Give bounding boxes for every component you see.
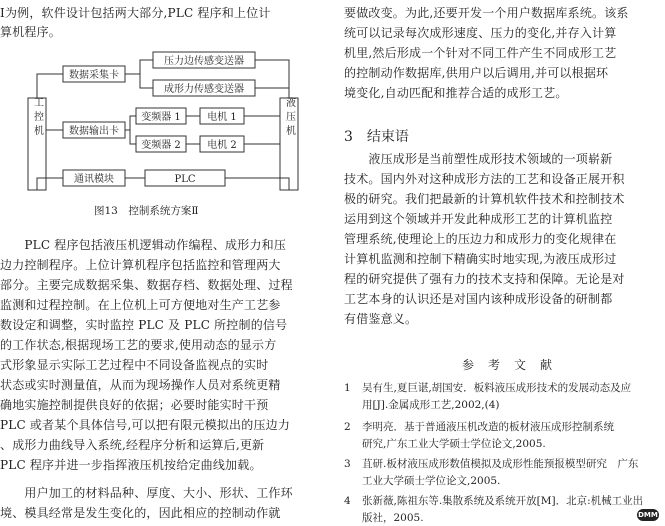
- comm-module-label: 通讯模块: [74, 174, 114, 185]
- control-system-diagram: [0, 46, 326, 206]
- reference-text: 李明亮．基于普通液压机改造的板材液压成形控制系统: [362, 421, 614, 433]
- figure-caption: 图13 控制系统方案Ⅱ: [94, 205, 199, 217]
- body-line-2: 边力控制程序。上位计算机程序包括监控和管理两大: [0, 258, 281, 272]
- plc-to-press-line: [225, 178, 289, 190]
- inverter2-label: 变频器 2: [141, 140, 181, 151]
- conclusion-line-4: 运用到这个领域并开发此种成形工艺的计算机监控: [344, 212, 613, 226]
- body-line-13: 用户加工的材料品种、厚度、大小、形状、工作环: [0, 486, 293, 500]
- reference-text: 吴有生,夏巨谌,胡国安．板料液压成形技术的发展动态及应: [362, 382, 632, 394]
- reference-text-cont: 工业大学硕士学位论文,2005.: [362, 475, 501, 487]
- reference-text: 苴研.板材液压成形数值模拟及成形性能预报模型研究 广东: [362, 458, 639, 470]
- body-line-4: 监测和过程控制。在上位机上可方便地对生产工艺参: [0, 298, 281, 312]
- conclusion-line-3: 极的研究。我们把最新的计算机软件技术和控制技术: [344, 192, 625, 206]
- sensor-to-card-line: [140, 60, 153, 88]
- right-line-2: 统可以记录每次成形速度、压力的变化,并存入计算: [344, 26, 617, 40]
- body-line-6: 的工作状态,根据现场工艺的要求,使用动态的显示方: [0, 338, 277, 352]
- reference-item: [344, 493, 660, 509]
- reference-item: [344, 419, 660, 435]
- intro-line-2: 算机程序。: [0, 25, 62, 39]
- conclusion-line-9: 有借鉴意义。: [344, 312, 418, 326]
- intro-line-1: Ⅰ为例，软件设计包括两大部分,PLC 程序和上位计: [0, 6, 271, 20]
- right-line-1: 要做改变。为此,还要开发一个用户数据库系统。该系: [344, 6, 629, 20]
- data-out-card-label: 数据输出卡: [69, 126, 119, 137]
- body-line-5: 数设定和调整，实时监控 PLC 及 PLC 所控制的信号: [0, 318, 288, 332]
- hydraulic-press-label: 液压机: [283, 97, 295, 139]
- right-line-3: 机里,然后形成一个针对不同工件产生不同成形工艺: [344, 46, 617, 60]
- body-line-1: PLC 程序包括液压机逻辑动作编程、成形力和压: [0, 238, 287, 252]
- motor1-label: 电机 1: [207, 112, 237, 123]
- body-line-9: 确地实施控制提供良好的依据；必要时能实时干预: [0, 398, 269, 412]
- body-line-12: PLC 程序并进一步指挥液压机按给定曲线加载。: [0, 458, 262, 472]
- out-card-to-inverter2: [130, 130, 136, 144]
- reference-number: 4: [344, 495, 351, 507]
- forming-sensor-label: 成形力传感变送器: [164, 84, 244, 95]
- reference-number: 1: [344, 382, 351, 394]
- body-line-14: 境、模具经常是发生变化的，因此相应的控制动作就: [0, 506, 281, 520]
- conclusion-line-7: 程的研究提供了强有力的技术支持和保障。无论是对: [344, 272, 625, 286]
- sensor-to-press-line: [255, 60, 289, 98]
- publisher-logo: DMM: [638, 511, 658, 519]
- conclusion-line-2: 技术。国内外对这种成形方法的工艺和设备正展开积: [344, 172, 625, 186]
- conclusion-line-6: 计算机监测和控制下精确实时地实现,为液压成形过: [344, 252, 617, 266]
- body-line-11: 、成形力曲线导入系统,经程序分析和运算后,更新: [0, 438, 265, 452]
- body-line-8: 状态或实时测量值，从而为现场操作人员对系统更精: [0, 378, 281, 392]
- reference-number: 2: [344, 421, 351, 433]
- reference-number: 3: [344, 458, 351, 470]
- conclusion-line-1: 液压成形是当前塑性成形技术领域的一项崭新: [344, 152, 613, 166]
- section-heading: 3 结束语: [344, 129, 409, 145]
- reference-item: [344, 380, 660, 396]
- body-line-3: 部分。主要完成数据采集、数据存档、数据处理、过程: [0, 278, 293, 292]
- acq-card-to-pc-line: [37, 74, 63, 98]
- references-title: 参考文献: [462, 358, 567, 372]
- right-line-4: 的控制动作数据库,供用户以后调用,并可以根据环: [344, 66, 609, 80]
- reference-text: 张新薇,陈祖东等.集散系统及系统开放[M]．北京:机械工业出: [362, 495, 644, 507]
- reference-item: [344, 456, 660, 472]
- out-card-to-inverters: [125, 116, 136, 130]
- motor2-label: 电机 2: [207, 140, 237, 151]
- reference-text-cont: 研究,广东工业大学硕士学位论文,2005.: [362, 438, 546, 450]
- conclusion-line-5: 管理系统,使理论上的压边力和成形力的变化规律在: [344, 232, 617, 246]
- body-line-10: PLC 或者某个具体信号,可以把有限元模拟出的压边力: [0, 418, 291, 432]
- plc-label: PLC: [174, 174, 196, 185]
- industrial-pc-label: 工控机: [31, 97, 43, 139]
- inverter1-label: 变频器 1: [141, 112, 181, 123]
- data-acq-card-label: 数据采集卡: [69, 70, 119, 81]
- reference-text-cont: 用[J].金属成形工艺,2002,(4): [362, 399, 500, 411]
- pressure-sensor-label: 压力边传感变送器: [164, 56, 244, 67]
- right-line-5: 境变化,自动匹配和推荐合适的成形工艺。: [344, 86, 568, 100]
- conclusion-line-8: 工艺本身的认识还是对国内该种成形设备的研制都: [344, 292, 613, 306]
- body-line-7: 式形象显示实际工艺过程中不同设备监视点的实时: [0, 358, 269, 372]
- reference-text-cont: 版社，2005.: [362, 512, 424, 524]
